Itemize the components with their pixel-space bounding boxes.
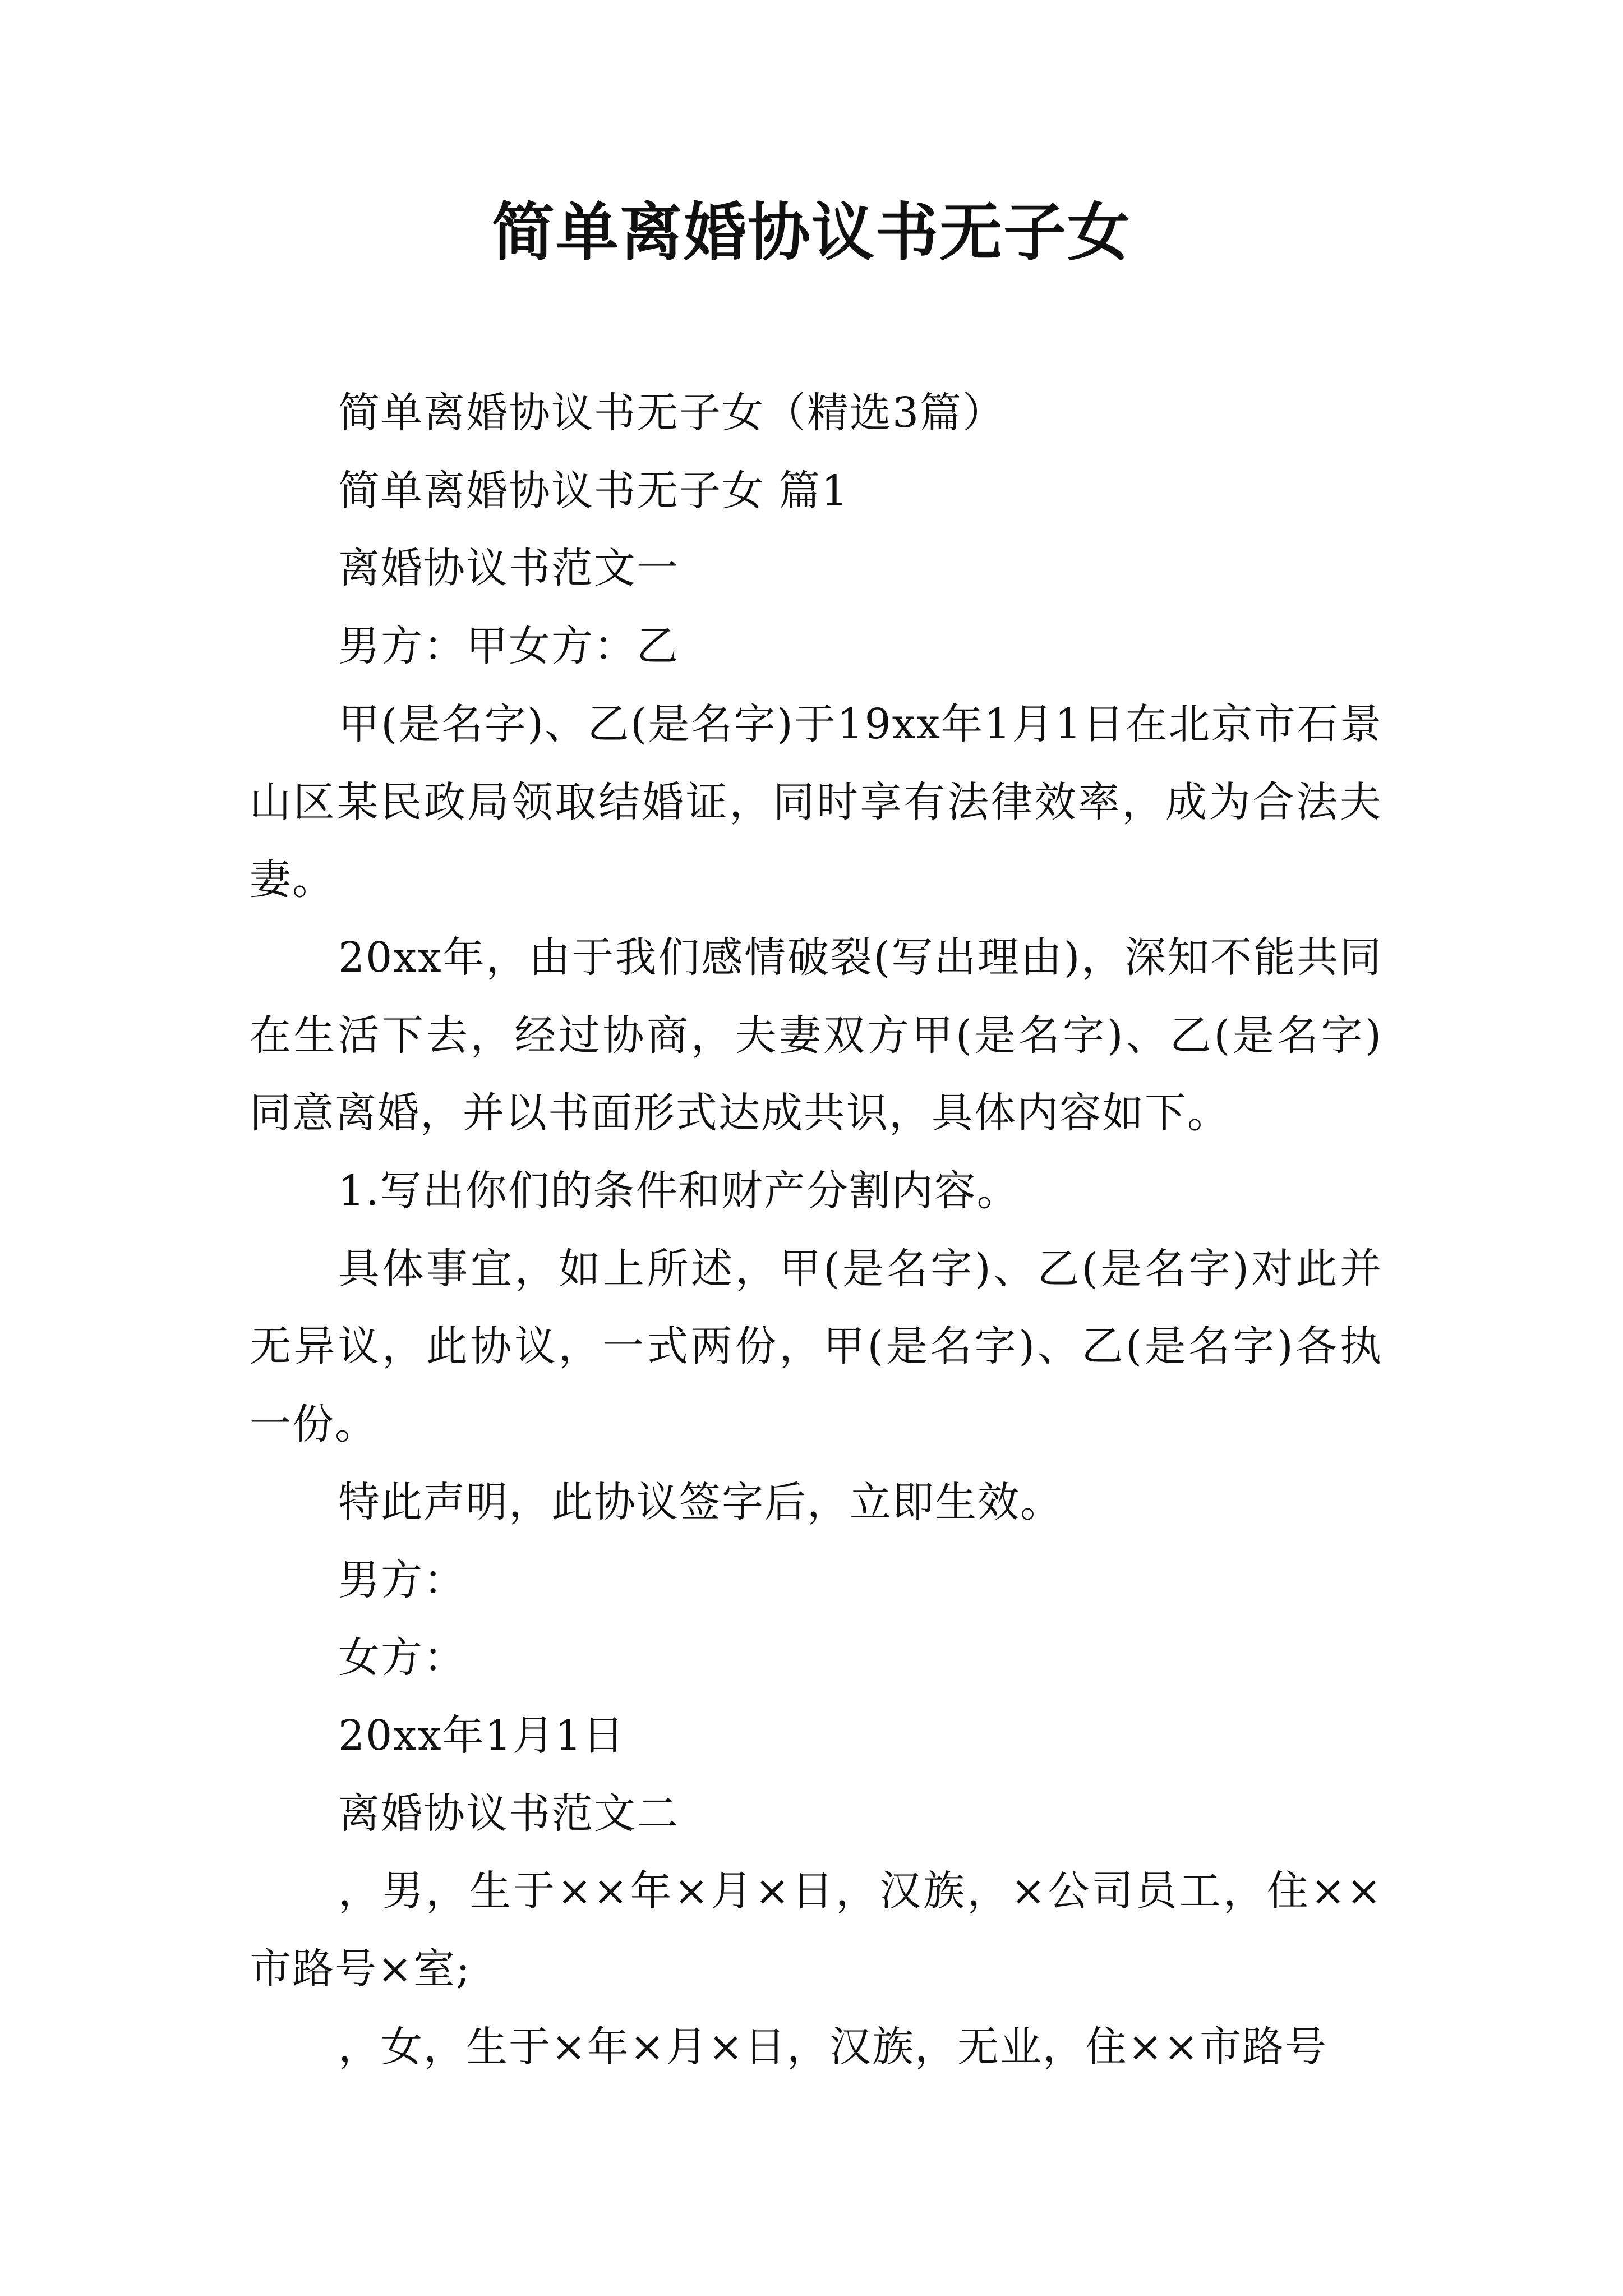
paragraph-female-info: ，女，生于×年×月×日，汉族，无业，住××市路号 <box>338 2022 1328 2071</box>
paragraph-sample-two-heading: 离婚协议书范文二 <box>338 1789 679 1838</box>
paragraph-divorce-reason: 20xx年，由于我们感情破裂(写出理由)，深知不能共同在生活下去，经过协商，夫妻双方甲(是名字)、乙(是名字)同意离婚，并以书面形式达成共识，具体内容如下。 <box>250 933 1382 1138</box>
paragraph-statement: 特此声明，此协议签字后，立即生效。 <box>338 1478 1063 1526</box>
document-title: 简单离婚协议书无子女 <box>492 196 1131 269</box>
paragraph-male-info: ，男，生于××年×月×日，汉族，×公司员工，住××市路号×室; <box>250 1867 1382 1994</box>
paragraph-terms: 1.写出你们的条件和财产分割内容。 <box>338 1167 1020 1216</box>
paragraph-section-heading: 简单离婚协议书无子女 篇1 <box>338 466 849 515</box>
paragraph-male-signature: 男方： <box>338 1556 466 1604</box>
paragraph-female-signature: 女方： <box>338 1634 466 1682</box>
document-body <box>250 374 1382 2086</box>
paragraph-sample-one-heading: 离婚协议书范文一 <box>338 544 679 593</box>
paragraph-subtitle: 简单离婚协议书无子女（精选3篇） <box>338 389 1006 437</box>
paragraph-date: 20xx年1月1日 <box>338 1711 625 1760</box>
paragraph-marriage-info: 甲(是名字)、乙(是名字)于19xx年1月1日在北京市石景山区某民政局领取结婚证，同时享有法律效率，成为合法夫妻。 <box>250 700 1382 904</box>
paragraph-agreement-copies: 具体事宜，如上所述，甲(是名字)、乙(是名字)对此并无异议，此协议，一式两份，甲(是名字)、乙(是名字)各执一份。 <box>250 1244 1382 1449</box>
paragraph-parties: 男方：甲女方：乙 <box>338 622 679 671</box>
